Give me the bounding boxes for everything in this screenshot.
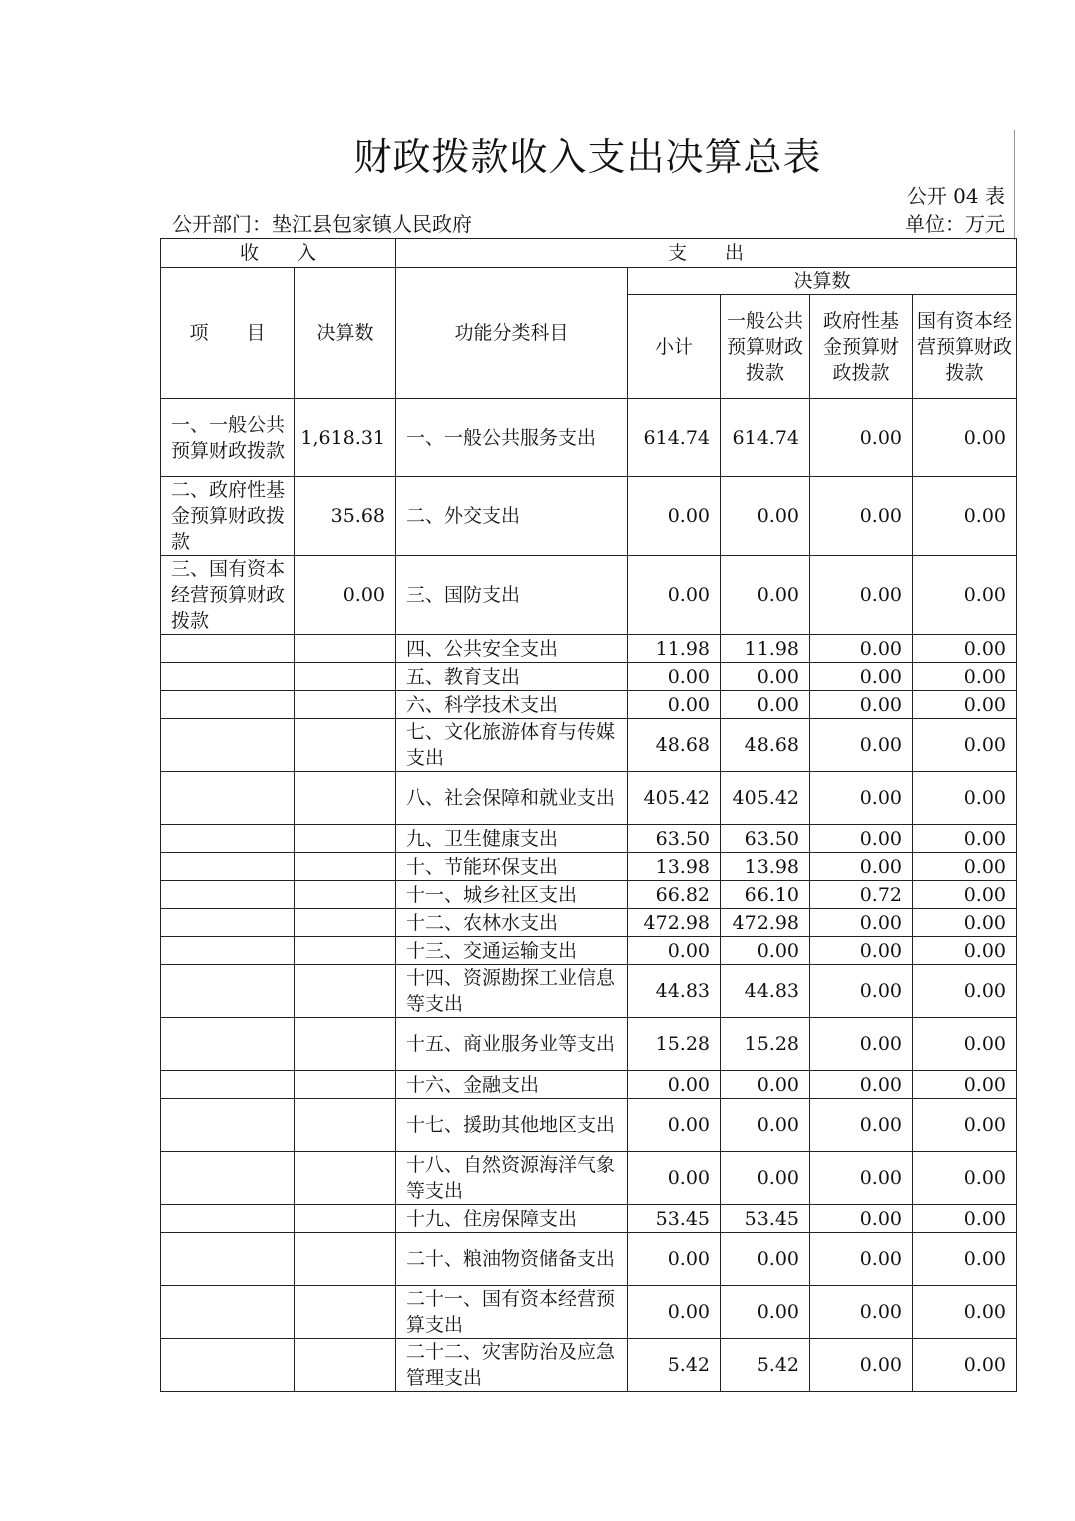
- table-row: [161, 772, 1017, 825]
- general-budget-cell: 405.42: [721, 772, 810, 825]
- gov-fund-cell: 0.00: [810, 663, 913, 691]
- gov-fund-cell: 0.00: [810, 825, 913, 853]
- gov-fund-cell: 0.00: [810, 1018, 913, 1071]
- income-item-cell: [161, 937, 295, 965]
- gov-fund-cell: 0.00: [810, 399, 913, 477]
- table-row: [161, 937, 1017, 965]
- income-item-cell: [161, 881, 295, 909]
- table-row: [161, 965, 1017, 1018]
- page-title: 财政拨款收入支出决算总表: [353, 135, 822, 179]
- income-amount-cell: [295, 772, 396, 825]
- income-item-cell: [161, 1339, 295, 1392]
- income-amount-cell: [295, 1339, 396, 1392]
- income-item-cell: 一、一般公共预算财政拨款: [161, 399, 295, 477]
- state-capital-cell: 0.00: [913, 556, 1017, 635]
- income-amount-cell: [295, 825, 396, 853]
- function-category-cell: 九、卫生健康支出: [396, 825, 628, 853]
- subtotal-cell: 15.28: [628, 1018, 721, 1071]
- general-budget-cell: 48.68: [721, 719, 810, 772]
- income-item-cell: [161, 1099, 295, 1152]
- general-budget-cell: 63.50: [721, 825, 810, 853]
- subtotal-header: 小计: [628, 295, 721, 399]
- table-body: [161, 399, 1017, 1392]
- function-category-header: 功能分类科目: [396, 268, 628, 399]
- subtotal-cell: 53.45: [628, 1205, 721, 1233]
- subtotal-cell: 48.68: [628, 719, 721, 772]
- item-header: 项 目: [161, 268, 295, 399]
- income-item-cell: [161, 825, 295, 853]
- subtotal-cell: 0.00: [628, 1099, 721, 1152]
- function-category-cell: 十四、资源勘探工业信息等支出: [396, 965, 628, 1018]
- state-capital-cell: 0.00: [913, 1205, 1017, 1233]
- function-category-cell: 一、一般公共服务支出: [396, 399, 628, 477]
- subtotal-cell: 0.00: [628, 691, 721, 719]
- department-label: 公开部门：垫江县包家镇人民政府: [172, 212, 472, 236]
- table-row: [161, 477, 1017, 556]
- income-item-cell: [161, 1286, 295, 1339]
- state-capital-cell: 0.00: [913, 853, 1017, 881]
- income-amount-cell: 0.00: [295, 556, 396, 635]
- expense-header: 支 出: [396, 239, 1017, 268]
- gov-fund-cell: 0.00: [810, 853, 913, 881]
- state-capital-cell: 0.00: [913, 1233, 1017, 1286]
- gov-fund-cell: 0.00: [810, 965, 913, 1018]
- gov-fund-cell: 0.00: [810, 772, 913, 825]
- subtotal-cell: 0.00: [628, 477, 721, 556]
- subtotal-cell: 0.00: [628, 1071, 721, 1099]
- gov-fund-cell: 0.00: [810, 635, 913, 663]
- subtotal-cell: 0.00: [628, 1233, 721, 1286]
- gov-fund-cell: 0.00: [810, 1152, 913, 1205]
- function-category-cell: 二、外交支出: [396, 477, 628, 556]
- income-item-cell: [161, 691, 295, 719]
- income-item-cell: [161, 719, 295, 772]
- state-capital-cell: 0.00: [913, 1339, 1017, 1392]
- state-capital-cell: 0.00: [913, 399, 1017, 477]
- subtotal-cell: 472.98: [628, 909, 721, 937]
- income-item-cell: [161, 1018, 295, 1071]
- table-row: [161, 1233, 1017, 1286]
- income-amount-cell: [295, 1099, 396, 1152]
- function-category-cell: 七、文化旅游体育与传媒支出: [396, 719, 628, 772]
- table-row: [161, 1339, 1017, 1392]
- table-number: 公开 04 表: [906, 184, 1005, 208]
- gov-fund-cell: 0.00: [810, 477, 913, 556]
- final-amount-header: 决算数: [295, 268, 396, 399]
- income-amount-cell: [295, 1018, 396, 1071]
- gov-fund-cell: 0.00: [810, 1071, 913, 1099]
- general-budget-cell: 66.10: [721, 881, 810, 909]
- subtotal-cell: 0.00: [628, 937, 721, 965]
- final-amount-group-header: 决算数: [628, 268, 1017, 295]
- function-category-cell: 三、国防支出: [396, 556, 628, 635]
- table-row: [161, 635, 1017, 663]
- general-budget-cell: 0.00: [721, 663, 810, 691]
- general-budget-cell: 0.00: [721, 937, 810, 965]
- income-item-cell: [161, 965, 295, 1018]
- state-capital-cell: 0.00: [913, 1152, 1017, 1205]
- subtotal-cell: 11.98: [628, 635, 721, 663]
- table-row: [161, 1286, 1017, 1339]
- income-amount-cell: [295, 965, 396, 1018]
- subtotal-cell: 0.00: [628, 1286, 721, 1339]
- income-amount-cell: [295, 1233, 396, 1286]
- gov-fund-cell: 0.00: [810, 937, 913, 965]
- gov-fund-cell: 0.00: [810, 909, 913, 937]
- table-row: [161, 1099, 1017, 1152]
- function-category-cell: 六、科学技术支出: [396, 691, 628, 719]
- function-category-cell: 五、教育支出: [396, 663, 628, 691]
- general-budget-cell: 472.98: [721, 909, 810, 937]
- income-amount-cell: [295, 663, 396, 691]
- gov-fund-cell: 0.00: [810, 1099, 913, 1152]
- gov-fund-cell: 0.00: [810, 1286, 913, 1339]
- general-budget-cell: 11.98: [721, 635, 810, 663]
- general-budget-cell: 0.00: [721, 1286, 810, 1339]
- income-item-cell: [161, 1233, 295, 1286]
- subtotal-cell: 614.74: [628, 399, 721, 477]
- table-row: [161, 853, 1017, 881]
- state-capital-cell: 0.00: [913, 909, 1017, 937]
- state-capital-cell: 0.00: [913, 1071, 1017, 1099]
- general-budget-cell: 0.00: [721, 556, 810, 635]
- income-amount-cell: [295, 1152, 396, 1205]
- income-item-cell: [161, 1152, 295, 1205]
- income-item-cell: [161, 1205, 295, 1233]
- income-item-cell: 二、政府性基金预算财政拨款: [161, 477, 295, 556]
- income-header: 收 入: [161, 239, 396, 268]
- subtotal-cell: 44.83: [628, 965, 721, 1018]
- general-budget-header: 一般公共预算财政拨款: [721, 295, 810, 399]
- table-row: [161, 1071, 1017, 1099]
- table-row: [161, 556, 1017, 635]
- table-row: [161, 719, 1017, 772]
- general-budget-cell: 0.00: [721, 1233, 810, 1286]
- table-row: [161, 881, 1017, 909]
- function-category-cell: 十、节能环保支出: [396, 853, 628, 881]
- income-amount-cell: 35.68: [295, 477, 396, 556]
- table-row: [161, 1205, 1017, 1233]
- function-category-cell: 十七、援助其他地区支出: [396, 1099, 628, 1152]
- general-budget-cell: 614.74: [721, 399, 810, 477]
- function-category-cell: 四、公共安全支出: [396, 635, 628, 663]
- income-amount-cell: [295, 691, 396, 719]
- state-capital-cell: 0.00: [913, 965, 1017, 1018]
- gov-fund-cell: 0.00: [810, 1233, 913, 1286]
- function-category-cell: 二十、粮油物资储备支出: [396, 1233, 628, 1286]
- general-budget-cell: 0.00: [721, 477, 810, 556]
- function-category-cell: 十二、农林水支出: [396, 909, 628, 937]
- income-amount-cell: 1,618.31: [295, 399, 396, 477]
- function-category-cell: 十一、城乡社区支出: [396, 881, 628, 909]
- subtotal-cell: 0.00: [628, 663, 721, 691]
- income-amount-cell: [295, 937, 396, 965]
- function-category-cell: 十八、自然资源海洋气象等支出: [396, 1152, 628, 1205]
- subtotal-cell: 66.82: [628, 881, 721, 909]
- income-item-cell: [161, 909, 295, 937]
- function-category-cell: 十六、金融支出: [396, 1071, 628, 1099]
- income-amount-cell: [295, 635, 396, 663]
- state-capital-cell: 0.00: [913, 691, 1017, 719]
- subtotal-cell: 0.00: [628, 1152, 721, 1205]
- gov-fund-header: 政府性基金预算财政拨款: [810, 295, 913, 399]
- income-amount-cell: [295, 1205, 396, 1233]
- state-capital-cell: 0.00: [913, 719, 1017, 772]
- gov-fund-cell: 0.00: [810, 1205, 913, 1233]
- state-capital-cell: 0.00: [913, 1018, 1017, 1071]
- state-capital-cell: 0.00: [913, 663, 1017, 691]
- function-category-cell: 十九、住房保障支出: [396, 1205, 628, 1233]
- general-budget-cell: 5.42: [721, 1339, 810, 1392]
- general-budget-cell: 0.00: [721, 1099, 810, 1152]
- state-capital-cell: 0.00: [913, 1099, 1017, 1152]
- state-capital-cell: 0.00: [913, 825, 1017, 853]
- general-budget-cell: 44.83: [721, 965, 810, 1018]
- subtotal-cell: 405.42: [628, 772, 721, 825]
- subtotal-cell: 5.42: [628, 1339, 721, 1392]
- state-capital-cell: 0.00: [913, 635, 1017, 663]
- general-budget-cell: 13.98: [721, 853, 810, 881]
- income-item-cell: [161, 663, 295, 691]
- income-amount-cell: [295, 1071, 396, 1099]
- table-header: [161, 239, 1017, 399]
- subtotal-cell: 13.98: [628, 853, 721, 881]
- budget-table: [160, 238, 1017, 1392]
- income-item-cell: [161, 772, 295, 825]
- state-capital-cell: 0.00: [913, 477, 1017, 556]
- income-amount-cell: [295, 853, 396, 881]
- general-budget-cell: 0.00: [721, 1071, 810, 1099]
- gov-fund-cell: 0.00: [810, 691, 913, 719]
- function-category-cell: 十三、交通运输支出: [396, 937, 628, 965]
- income-amount-cell: [295, 909, 396, 937]
- table-row: [161, 1152, 1017, 1205]
- table-row: [161, 399, 1017, 477]
- general-budget-cell: 53.45: [721, 1205, 810, 1233]
- table-row: [161, 663, 1017, 691]
- general-budget-cell: 15.28: [721, 1018, 810, 1071]
- subtotal-cell: 0.00: [628, 556, 721, 635]
- state-capital-cell: 0.00: [913, 881, 1017, 909]
- income-amount-cell: [295, 719, 396, 772]
- gov-fund-cell: 0.72: [810, 881, 913, 909]
- general-budget-cell: 0.00: [721, 1152, 810, 1205]
- general-budget-cell: 0.00: [721, 691, 810, 719]
- table-row: [161, 1018, 1017, 1071]
- state-capital-header: 国有资本经营预算财政拨款: [913, 295, 1017, 399]
- state-capital-cell: 0.00: [913, 1286, 1017, 1339]
- state-capital-cell: 0.00: [913, 937, 1017, 965]
- unit-label: 单位：万元: [905, 212, 1005, 236]
- table-row: [161, 691, 1017, 719]
- gov-fund-cell: 0.00: [810, 556, 913, 635]
- function-category-cell: 十五、商业服务业等支出: [396, 1018, 628, 1071]
- income-item-cell: [161, 853, 295, 881]
- function-category-cell: 八、社会保障和就业支出: [396, 772, 628, 825]
- gov-fund-cell: 0.00: [810, 719, 913, 772]
- income-item-cell: [161, 1071, 295, 1099]
- table-row: [161, 909, 1017, 937]
- subtotal-cell: 63.50: [628, 825, 721, 853]
- income-item-cell: [161, 635, 295, 663]
- table-row: [161, 825, 1017, 853]
- gov-fund-cell: 0.00: [810, 1339, 913, 1392]
- function-category-cell: 二十一、国有资本经营预算支出: [396, 1286, 628, 1339]
- function-category-cell: 二十二、灾害防治及应急管理支出: [396, 1339, 628, 1392]
- state-capital-cell: 0.00: [913, 772, 1017, 825]
- income-amount-cell: [295, 1286, 396, 1339]
- income-amount-cell: [295, 881, 396, 909]
- income-item-cell: 三、国有资本经营预算财政拨款: [161, 556, 295, 635]
